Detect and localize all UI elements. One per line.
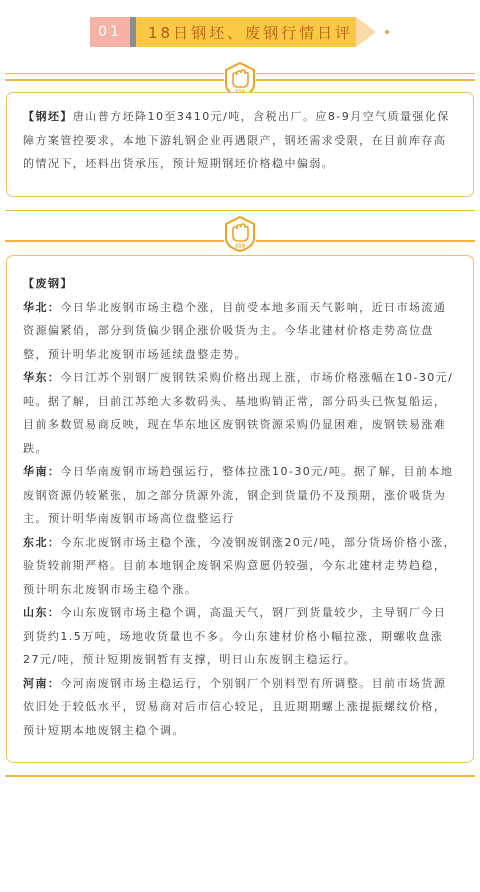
section-number: 01 bbox=[90, 17, 130, 47]
region-text: 今东北废钢市场主稳个涨，今凌钢废钢涨20元/吨，部分货场价格小涨，验货较前期严格。目前本地钢企废钢采购意愿仍较强，今东北建材走势趋稳，预计明东北废钢市场主稳个涨。 bbox=[23, 535, 456, 596]
arrow-icon bbox=[356, 17, 376, 47]
region-name: 河南： bbox=[23, 676, 61, 690]
billet-label: 【钢坯】 bbox=[23, 110, 73, 123]
region-name: 华东： bbox=[23, 371, 61, 384]
region-text: 今日江苏个别钢厂废钢铁采购价格出现上涨，市场价格涨幅在10-30元/吨。据了解，目前江苏绝大多数码头、基地购销正常，部分码头已恢复船运，目前多数贸易商反映，现在华东地区废钢铁资源采购仍显困难，废钢铁易涨难跌。 bbox=[23, 371, 454, 455]
bottom-divider-line bbox=[5, 775, 475, 777]
region-henan bbox=[23, 672, 457, 743]
region-name: 华南： bbox=[23, 465, 61, 478]
billet-box bbox=[6, 92, 474, 197]
billet-text: 唐山普方坯降10至3410元/吨，含税出厂。应8-9月空气质量强化保障方案管控要求，本地下游轧钢企业再遇限产，钢坯需求受限，在目前库存高的情况下，坯料出货承压，预计短期钢坯价格稳中偏弱。 bbox=[23, 110, 450, 170]
region-text: 今山东废钢市场主稳个调，高温天气，钢厂到货量较少，主导钢厂今日到货约1.5万吨，场地收货量也不多。今山东建材价格小幅拉涨，期螺收盘涨27元/吨，预计短期废钢暂有支撑，明日山东废钢主稳运行。 bbox=[23, 606, 447, 666]
region-dongbei bbox=[23, 531, 457, 602]
region-huadong bbox=[23, 366, 457, 460]
svg-text:315: 315 bbox=[234, 243, 246, 250]
region-huanan bbox=[23, 460, 457, 531]
dot-icon bbox=[385, 30, 389, 34]
region-text: 今河南废钢市场主稳运行，个别钢厂个别料型有所调整。目前市场货源依旧处于较低水平，贸易商对后市信心较足，且近期期螺上涨提振螺纹价格，预计短期本地废钢主稳个调。 bbox=[23, 676, 447, 737]
region-text: 今日华南废钢市场趋强运行，整体拉涨10-30元/吨。据了解，目前本地废钢资源仍较紧张，加之部分货源外流，钢企到货量仍不及预期，涨价吸货为主。预计明华南废钢市场高位盘整运行 bbox=[23, 465, 454, 525]
region-shandong bbox=[23, 601, 457, 672]
scrap-label: 【废钢】 bbox=[23, 277, 73, 290]
scrap-box bbox=[6, 255, 474, 763]
section-header bbox=[90, 17, 390, 47]
region-name: 东北： bbox=[23, 535, 61, 549]
divider-2 bbox=[5, 210, 475, 250]
divider-line bbox=[5, 210, 475, 211]
billet-paragraph bbox=[23, 105, 457, 176]
section-title: 18日钢坯、废钢行情日评 bbox=[136, 17, 356, 47]
region-text: 今日华北废钢市场主稳个涨，目前受本地多雨天气影响，近日市场流通资源偏紧俏，部分到货偏少钢企涨价吸货为主。今华北建材价格走势高位盘整，预计明华北废钢市场延续盘整走势。 bbox=[23, 300, 447, 361]
region-name: 华北： bbox=[23, 300, 61, 314]
fist-badge-icon bbox=[224, 216, 256, 252]
region-name: 山东： bbox=[23, 606, 61, 619]
region-huabei bbox=[23, 296, 457, 367]
